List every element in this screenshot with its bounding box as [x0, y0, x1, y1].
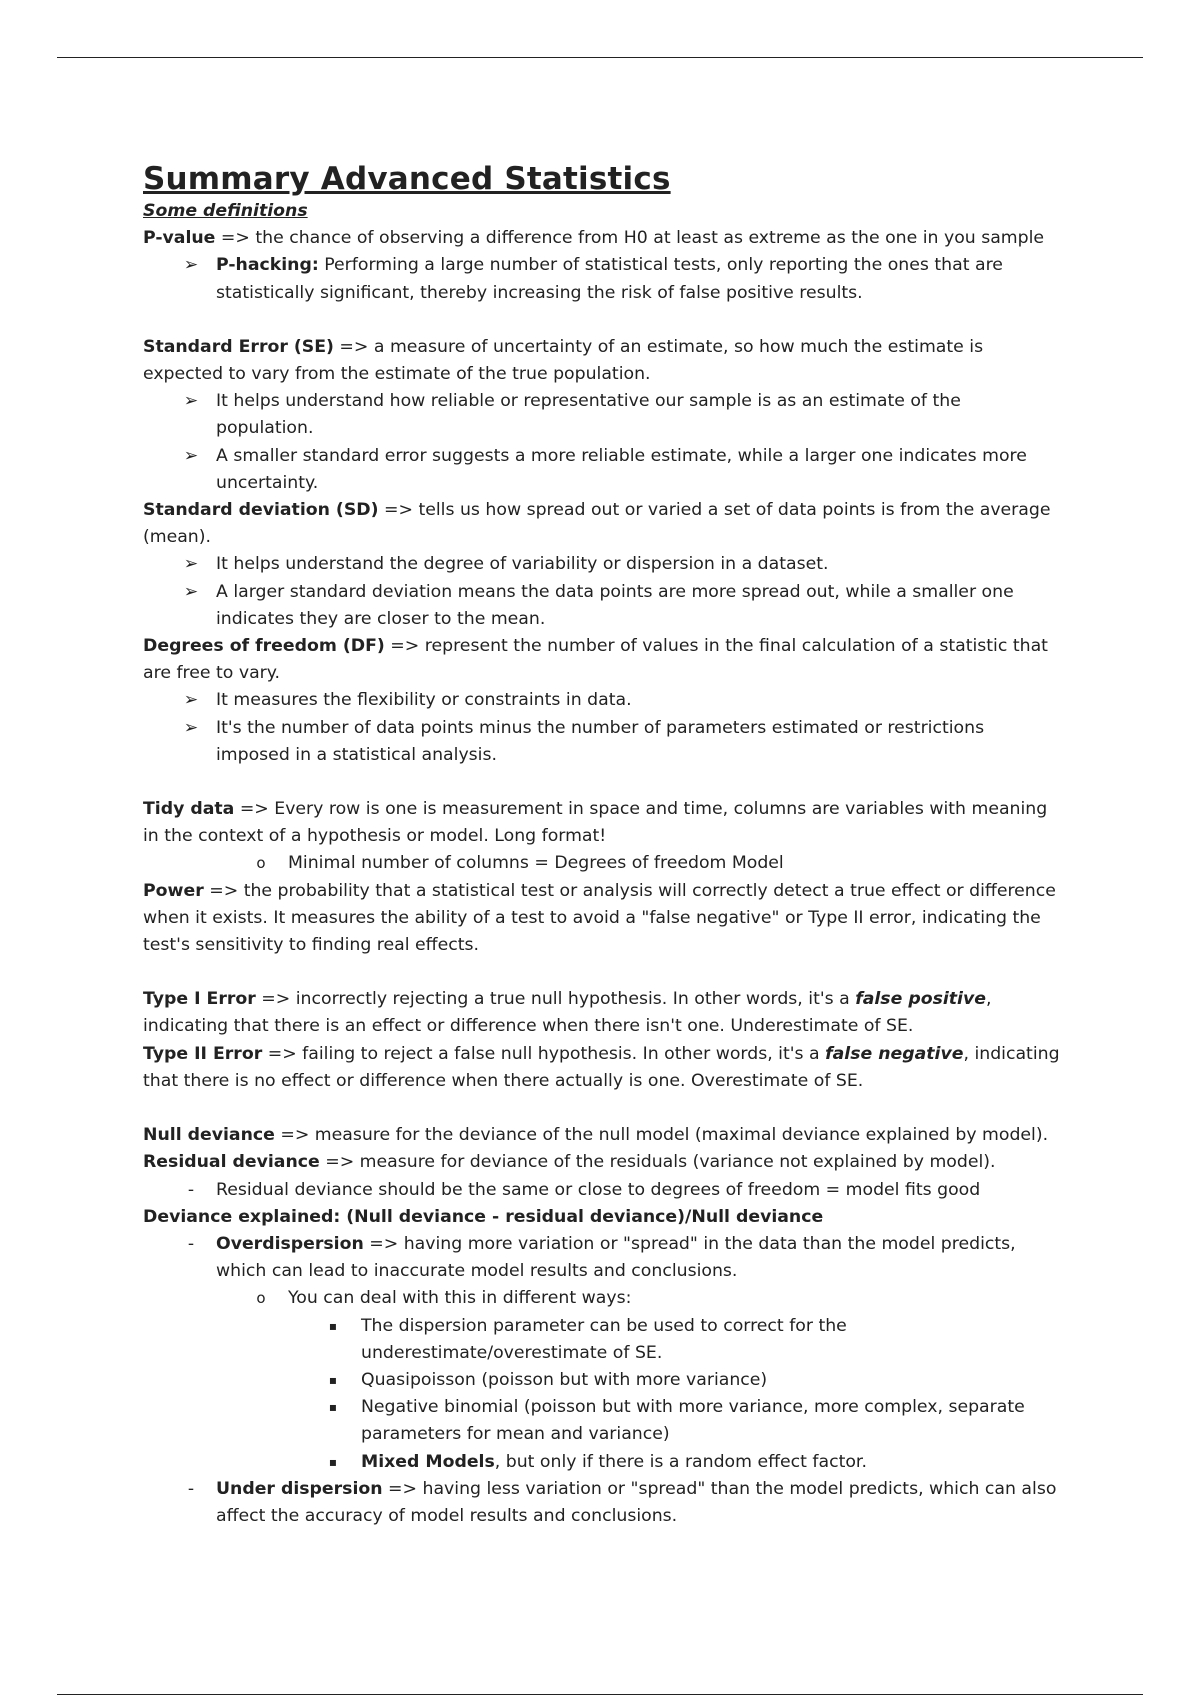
square-bullet-icon: ▪ — [328, 1454, 338, 1469]
df-definition: Degrees of freedom (DF) => represent the number of values in the final calculation of a statistic that are free to vary. — [143, 636, 1048, 684]
circle-bullet-icon: o — [256, 1289, 266, 1308]
type2-definition: Type II Error => failing to reject a false null hypothesis. In other words, it's a false negative, indicating that there is no effect or difference when there actually is one. Overestimate of SE. — [143, 1043, 1060, 1091]
circle-bullet-icon: o — [256, 854, 266, 873]
arrow-bullet-icon: ➢ — [183, 690, 199, 711]
document-body — [143, 160, 1063, 1530]
power-definition: Power => the probability that a statistical test or analysis will correctly detect a true effect or difference when it exists. It measures the ability of a test to avoid a "false negative" or Type II error, indicating the test's sensitivity to finding real effects. — [143, 880, 1056, 956]
type2-term: Type II Error — [143, 1043, 263, 1064]
list-item: ➢ It helps understand the degree of variability or dispersion in a dataset. — [143, 551, 1063, 578]
arrow-bullet-icon: ➢ — [183, 391, 199, 412]
list-item: ➢ It helps understand how reliable or representative our sample is as an estimate of the population. — [143, 388, 1063, 442]
list-item: o Minimal number of columns = Degrees of freedom Model — [143, 850, 1063, 877]
square-bullet-icon: ▪ — [328, 1372, 338, 1387]
list-item: ➢ P-hacking: Performing a large number of statistical tests, only reporting the ones that are statistically significant, thereby increasing the risk of false positive results. — [143, 252, 1063, 306]
tidy-term: Tidy data — [143, 799, 235, 820]
square-bullet-icon: ▪ — [328, 1318, 338, 1333]
se-definition: Standard Error (SE) => a measure of uncertainty of an estimate, so how much the estimate is expected to vary from the estimate of the true population. — [143, 336, 984, 385]
sd-term: Standard deviation (SD) — [143, 500, 379, 521]
footer-rule — [57, 1694, 1143, 1695]
null-deviance-term: Null deviance — [143, 1125, 275, 1146]
list-item: ➢ A smaller standard error suggests a more reliable estimate, while a larger one indicates more uncertainty. — [143, 443, 1063, 497]
list-item: ▪ Mixed Models, but only if there is a random effect factor. — [143, 1449, 1063, 1476]
dash-bullet-icon: - — [187, 1179, 195, 1200]
residual-deviance-definition: Residual deviance => measure for deviance of the residuals (variance not explained by model). — [143, 1152, 996, 1173]
list-item: - Under dispersion => having less variation or "spread" than the model predicts, which can also affect the accuracy of model results and conclusions. — [143, 1476, 1063, 1530]
null-deviance-definition: Null deviance => measure for the deviance of the null model (maximal deviance explained by model). — [143, 1125, 1049, 1146]
arrow-bullet-icon: ➢ — [183, 445, 199, 466]
list-item: ➢ A larger standard deviation means the data points are more spread out, while a smaller one indicates they are closer to the mean. — [143, 579, 1063, 633]
list-item: ▪ Quasipoisson (poisson but with more variance) — [143, 1367, 1063, 1394]
list-item: ➢ It's the number of data points minus the number of parameters estimated or restrictions imposed in a statistical analysis. — [143, 715, 1063, 769]
dash-bullet-icon: - — [187, 1478, 195, 1499]
type1-term: Type I Error — [143, 989, 256, 1010]
residual-deviance-term: Residual deviance — [143, 1152, 320, 1173]
list-item: o You can deal with this in different ways: — [143, 1285, 1063, 1312]
header-rule — [57, 57, 1143, 58]
square-bullet-icon: ▪ — [328, 1400, 338, 1415]
list-item: ➢ It measures the flexibility or constraints in data. — [143, 687, 1063, 714]
arrow-bullet-icon: ➢ — [183, 255, 199, 276]
sd-definition: Standard deviation (SD) => tells us how spread out or varied a set of data points is from the average (mean). — [143, 500, 1051, 548]
section-subtitle: Some definitions — [143, 201, 308, 221]
type1-definition: Type I Error => incorrectly rejecting a true null hypothesis. In other words, it's a false positive, indicating that there is an effect or difference when there isn't one. Underestimate of SE. — [143, 989, 992, 1037]
pvalue-term: P-value — [143, 228, 216, 249]
df-term: Degrees of freedom (DF) — [143, 636, 385, 657]
page-title: Summary Advanced Statistics — [143, 161, 671, 197]
arrow-bullet-icon: ➢ — [183, 581, 199, 602]
dash-bullet-icon: - — [187, 1233, 195, 1254]
list-item: - Residual deviance should be the same or close to degrees of freedom = model fits good — [143, 1177, 1063, 1204]
se-term: Standard Error (SE) — [143, 336, 334, 357]
list-item: ▪ The dispersion parameter can be used to correct for the underestimate/overestimate of SE. — [143, 1313, 1063, 1367]
arrow-bullet-icon: ➢ — [183, 554, 199, 575]
list-item: ▪ Negative binomial (poisson but with more variance, more complex, separate parameters for mean and variance) — [143, 1394, 1063, 1448]
pvalue-definition: P-value => the chance of observing a difference from H0 at least as extreme as the one in you sample — [143, 228, 1045, 249]
arrow-bullet-icon: ➢ — [183, 717, 199, 738]
deviance-explained: Deviance explained: (Null deviance - residual deviance)/Null deviance — [143, 1206, 824, 1227]
power-term: Power — [143, 880, 204, 901]
tidy-definition: Tidy data => Every row is one is measurement in space and time, columns are variables with meaning in the context of a hypothesis or model. Long format! — [143, 799, 1048, 847]
list-item: - Overdispersion => having more variation or "spread" in the data than the model predicts, which can lead to inaccurate model results and conclusions. — [143, 1231, 1063, 1285]
